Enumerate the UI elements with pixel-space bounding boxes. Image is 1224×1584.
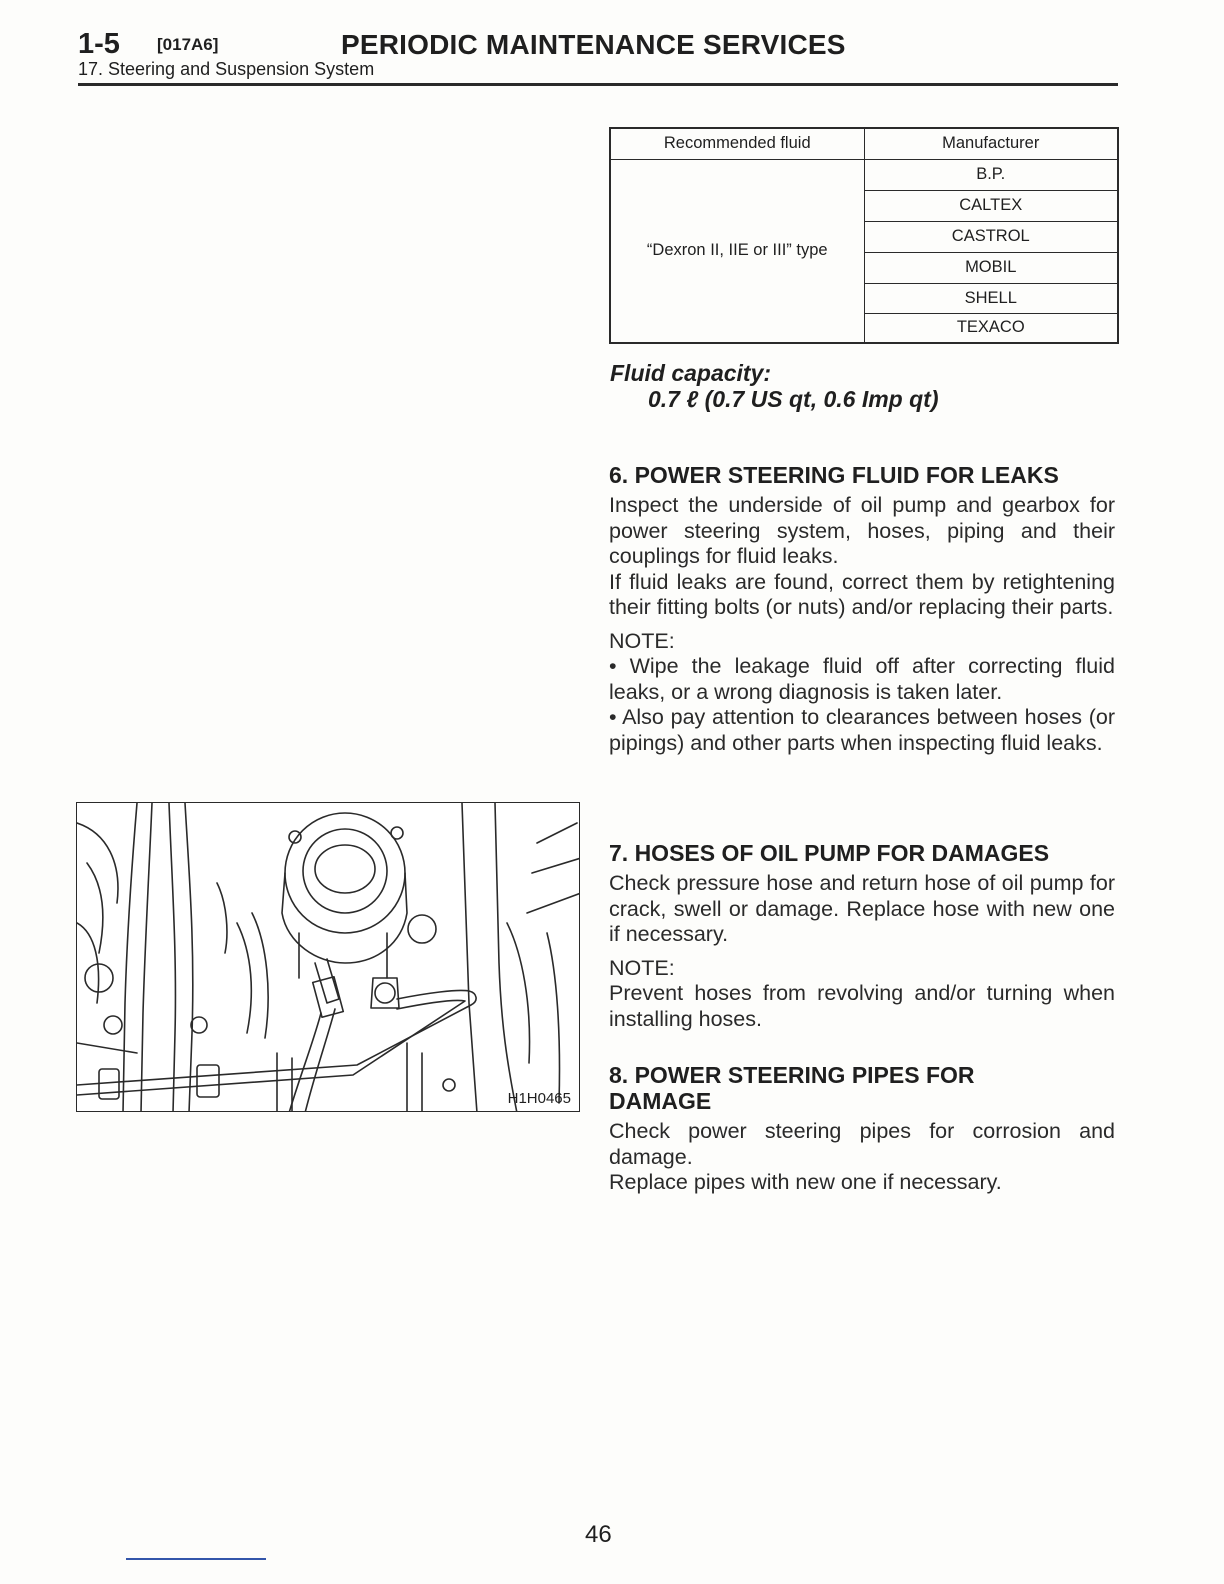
page-subtitle: 17. Steering and Suspension System [78,59,375,79]
table-cell-manufacturer: SHELL [864,283,1118,313]
table-header-fluid: Recommended fluid [610,128,864,159]
table-cell-manufacturer: CALTEX [864,190,1118,221]
section-6 [609,462,1115,756]
table-cell-manufacturer: CASTROL [864,221,1118,252]
fluid-capacity-label: Fluid capacity: [610,360,772,386]
fluid-table [609,127,1119,344]
paragraph: Inspect the underside of oil pump and gearbox for power steering system, hoses, piping and their couplings for fluid leaks. [609,493,1115,568]
footer-line [126,1558,266,1560]
paragraph: Replace pipes with new one if necessary. [609,1170,1002,1194]
fluid-capacity-value: 0.7 ℓ (0.7 US qt, 0.6 Imp qt) [648,386,939,412]
paragraph: If fluid leaks are found, correct them by retightening their fitting bolts (or nuts) and/or replacing their parts. [609,569,1115,619]
page-number: 46 [585,1521,612,1548]
figure-code: H1H0465 [507,1090,571,1107]
note-label: NOTE: [609,628,675,653]
oil-pump-drawing [77,803,580,1112]
section-heading: 8. POWER STEERING PIPES FOR DAMAGE [609,1062,975,1114]
paragraph: Check pressure hose and return hose of oil pump for crack, swell or damage. Replace hose with new one if necessary. [609,871,1115,946]
oil-pump-illustration [76,802,580,1112]
section-8 [609,1062,1115,1196]
table-cell-manufacturer: B.P. [864,159,1118,190]
note-item: • Wipe the leakage fluid off after correcting fluid leaks, or a wrong diagnosis is taken later. [609,654,1115,704]
header-rule [78,83,1118,86]
section-heading: 7. HOSES OF OIL PUMP FOR DAMAGES [609,840,1050,866]
page-title: PERIODIC MAINTENANCE SERVICES [341,29,846,60]
section-number: 1-5 [78,28,120,60]
paragraph: Check power steering pipes for corrosion and damage. [609,1119,1115,1169]
note-item: • Also pay attention to clearances between hoses (or pipings) and other parts when inspecting fluid leaks. [609,705,1115,755]
section-code: [017A6] [157,35,219,54]
table-cell-fluid-type: “Dexron II, IIE or III” type [610,159,864,343]
note-item: Prevent hoses from revolving and/or turning when installing hoses. [609,981,1115,1031]
table-cell-manufacturer: MOBIL [864,252,1118,283]
note-label: NOTE: [609,955,675,980]
section-heading: 6. POWER STEERING FLUID FOR LEAKS [609,462,1059,488]
table-cell-manufacturer: TEXACO [864,313,1118,343]
section-7 [609,840,1115,1032]
table-header-manufacturer: Manufacturer [864,128,1118,159]
